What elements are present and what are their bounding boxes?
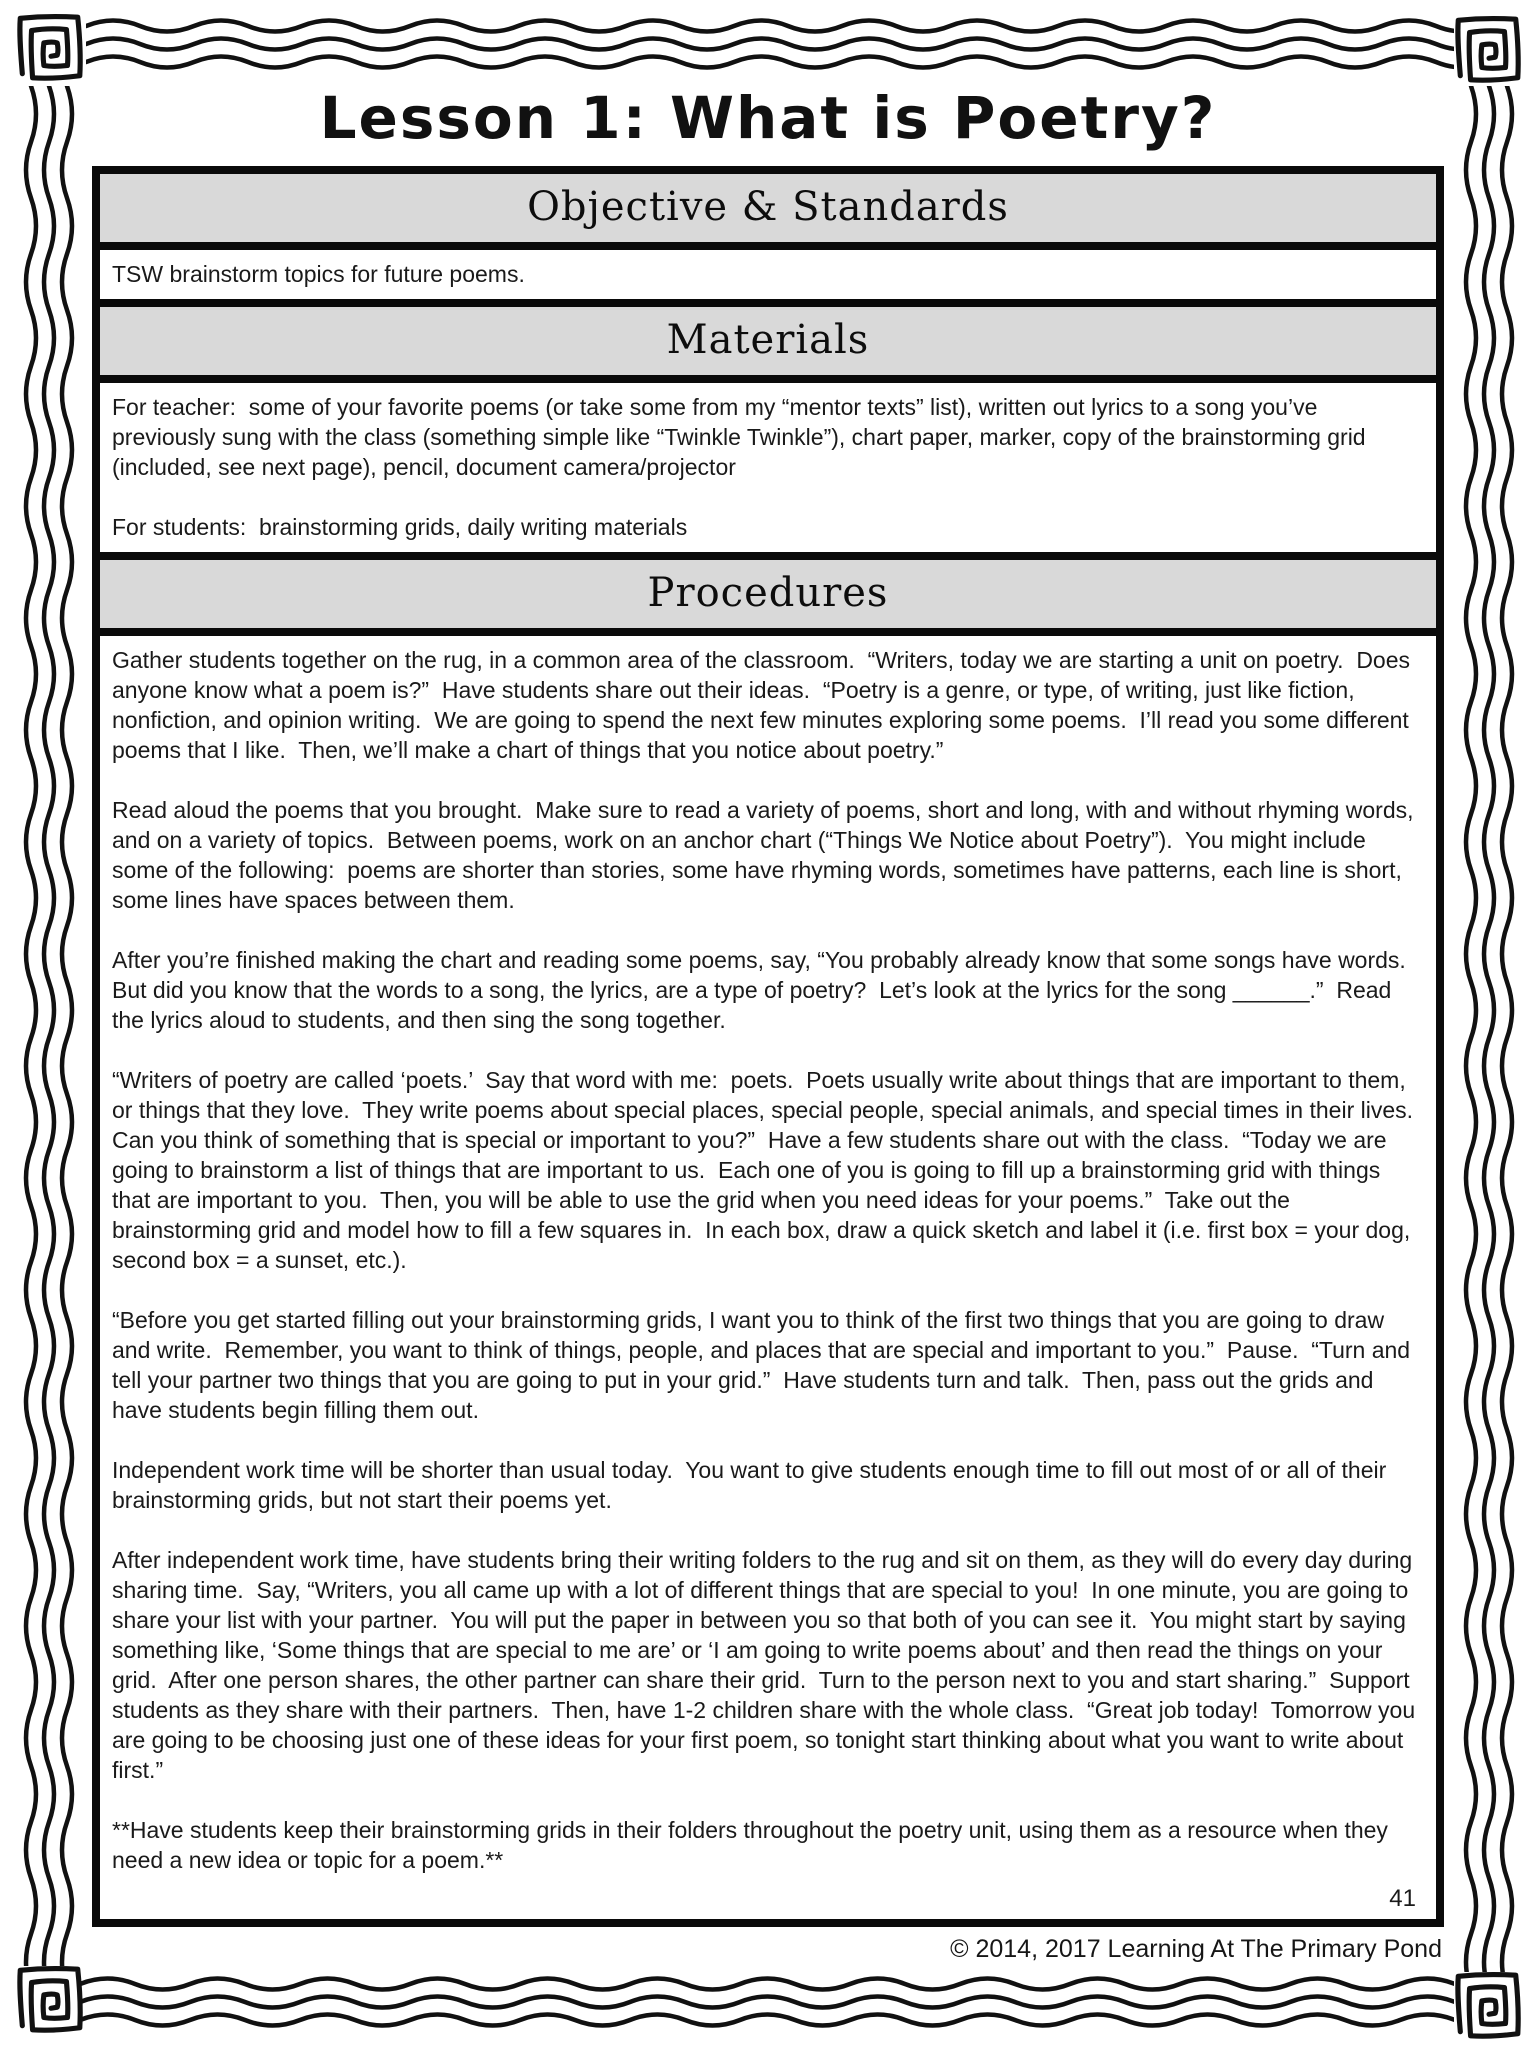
section-body-materials [100,375,1436,552]
section-header-materials: Materials [100,299,1436,375]
section-body-objective-standards [100,242,1436,299]
corner-spiral-icon [10,1960,88,2038]
materials-students-text: For students: brainstorming grids, daily writing materials [112,514,688,540]
materials-teacher-text: For teacher: some of your favorite poems (or take some from my “mentor texts” list), written out lyrics to a song you’ve previously sung with the class (something simple like “Twinkle Twinkle”), chart paper, marker, copy of the brainstorming grid (included, see next page), pencil, document camera/projector [112,394,1372,480]
page-number: 41 [1389,1885,1416,1912]
procedures-paragraph: Read aloud the poems that you brought. Make sure to read a variety of poems, short and long, with and without rhyming words, and on a variety of topics. Between poems, work on an anchor chart (“Things We Notice about Poetry”). You might include some of the following: poems are shorter than stories, some have rhyming words, sometimes have patterns, each line is short, some lines have spaces between them. [112,797,1420,913]
procedures-paragraph: Gather students together on the rug, in a common area of the classroom. “Writers, today we are starting a unit on poetry. Does anyone know what a poem is?” Have students share out their ideas. “Poetry is a genre, or type, of writing, just like fiction, nonfiction, and opinion writing. We are going to spend the next few minutes exploring some poems. I’ll read you some different poems that I like. Then, we’ll make a chart of things that you notice about poetry.” [112,647,1417,763]
section-body-procedures [100,628,1436,1919]
page-title: Lesson 1: What is Poetry? [319,84,1217,152]
procedures-paragraph: After independent work time, have students bring their writing folders to the rug and sit on them, as they will do every day during sharing time. Say, “Writers, you all came up with a lot of different things that are special to you! In one minute, you are going to share your list with your partner. You will put the paper in between you so that both of you can see it. You might start by saying something like, ‘Some things that are special to me are’ or ‘I am going to write poems about’ and then read the things on your grid. After one person shares, the other partner can share their grid. Turn to the person next to you and start sharing.” Support students as they share with their partners. Then, have 1-2 children share with the whole class. “Great job today! Tomorrow you are going to be choosing just one of these ideas for your first poem, so tonight start thinking about what you want to write about first.” [112,1547,1422,1783]
wavy-border-left [18,86,80,1966]
section-header-procedures: Procedures [100,552,1436,628]
corner-spiral-icon [10,8,88,86]
section-header-objective-standards: Objective & Standards [100,174,1436,242]
procedures-paragraph: **Have students keep their brainstorming grids in their folders throughout the poetry unit, using them as a resource when they need a new idea or topic for a poem.** [112,1817,1395,1873]
wavy-border-right [1458,86,1520,1972]
objective-text: TSW brainstorm topics for future poems. [112,261,525,287]
corner-spiral-icon [1448,1966,1526,2044]
lesson-card [92,166,1444,1927]
wavy-border-bottom [80,1970,1454,2036]
procedures-paragraph: “Writers of poetry are called ‘poets.’ Say that word with me: poets. Poets usually write about things that are important to them, or things that they love. They write poems about special places, special people, special animals, and special times in their lives. Can you think of something that is special or important to you?” Have a few students share out with the class. “Today we are going to brainstorm a list of things that are important to us. Each one of you is going to fill up a brainstorming grid with things that are important to you. Then, you will be able to use the grid when you need ideas for your poems.” Take out the brainstorming grid and model how to fill a few squares in. In each box, draw a quick sketch and label it (i.e. first box = your dog, second box = a sunset, etc.). [112,1067,1426,1273]
corner-spiral-icon [1448,10,1526,88]
copyright-text: © 2014, 2017 Learning At The Primary Pond [950,1935,1442,1963]
procedures-paragraph: Independent work time will be shorter than usual today. You want to give students enough time to fill out most of or all of their brainstorming grids, but not start their poems yet. [112,1457,1393,1513]
procedures-paragraph: “Before you get started filling out your brainstorming grids, I want you to think of the first two things that you are going to draw and write. Remember, you want to think of things, people, and places that are special and important to you.” Pause. “Turn and tell your partner two things that you are going to put in your grid.” Have students turn and talk. Then, pass out the grids and have students begin filling them out. [112,1307,1417,1423]
wavy-border-top [86,12,1454,78]
procedures-paragraph: After you’re finished making the chart and reading some poems, say, “You probably already know that some songs have words. But did you know that the words to a song, the lyrics, are a type of poetry? Let’s look at the lyrics for the song ______.” Read the lyrics aloud to students, and then sing the song together. [112,947,1419,1033]
